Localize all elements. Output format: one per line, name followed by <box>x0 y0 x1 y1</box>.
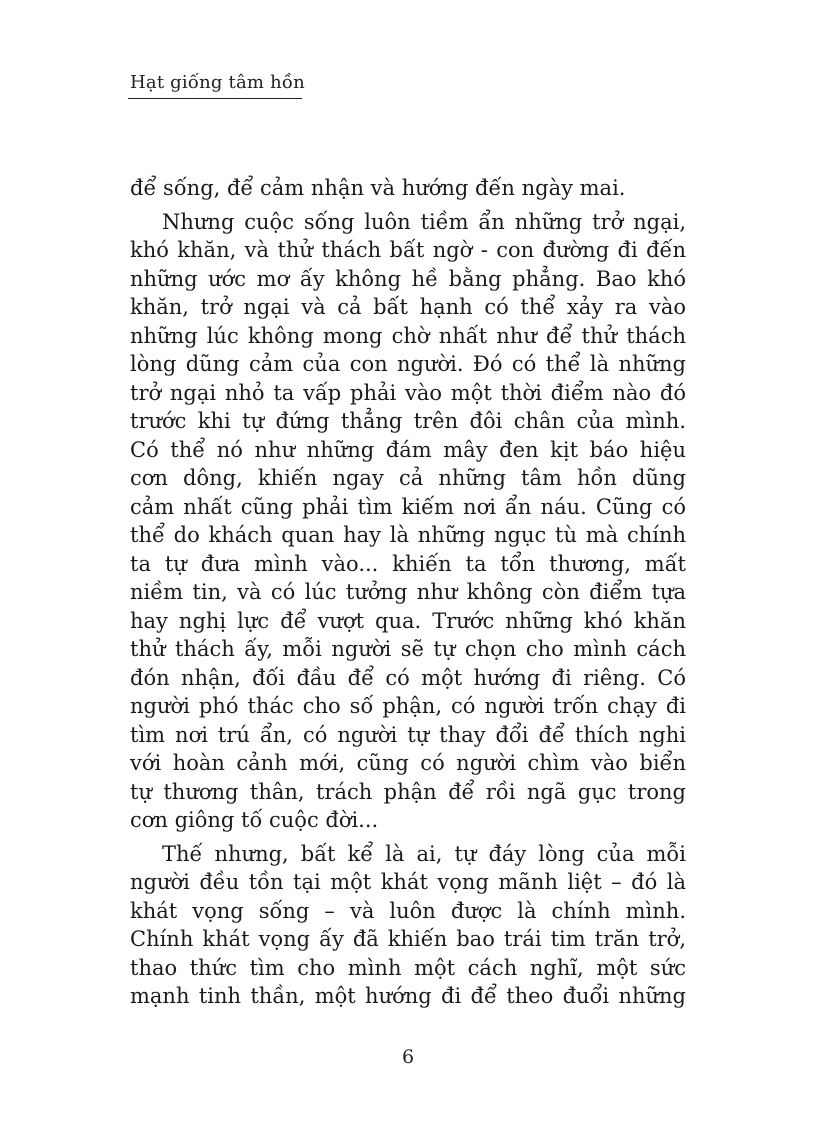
text-line: khăn, trở ngại và cả bất hạnh có thể xảy ra vào <box>130 295 686 319</box>
running-header-title: Hạt giống tâm hồn <box>130 72 305 93</box>
text-line: những lúc không mong chờ nhất như để thử thách <box>130 323 686 348</box>
paragraph <box>130 174 686 203</box>
text-line: với hoàn cảnh mới, cũng có người chìm vào biển <box>130 751 686 775</box>
text-line: trước khi tự đứng thẳng trên đôi chân của mình. <box>130 409 686 433</box>
text-line: Nhưng cuộc sống luôn tiềm ẩn những trở ngại, <box>162 209 686 234</box>
text-line: đón nhận, đối đầu để có một hướng đi riêng. Có <box>130 665 686 690</box>
text-line: Có thể nó như những đám mây đen kịt báo hiệu <box>130 437 686 462</box>
text-line: Thế nhưng, bất kể là ai, tự đáy lòng của mỗi <box>162 841 686 866</box>
text-line: người đều tồn tại một khát vọng mãnh liệt – đó là <box>130 870 686 894</box>
text-line: niềm tin, và có lúc tưởng như không còn điểm tựa <box>130 580 686 604</box>
text-line: hay nghị lực để vượt qua. Trước những khó khăn <box>130 608 686 633</box>
header-underline <box>128 98 302 99</box>
body-text <box>130 174 686 1011</box>
text-line: những ước mơ ấy không hề bằng phẳng. Bao khó <box>130 266 686 291</box>
text-line: tìm nơi trú ẩn, có người tự thay đổi để thích nghi <box>130 722 686 747</box>
text-line: cơn giông tố cuộc đời... <box>130 808 379 832</box>
text-line: tự thương thân, trách phận để rồi ngã gục trong <box>130 779 686 804</box>
text-line: lòng dũng cảm của con người. Đó có thể là những <box>130 352 686 376</box>
text-line: thể do khách quan hay là những ngục tù mà chính <box>130 523 686 547</box>
text-line: thao thức tìm cho mình một cách nghĩ, một sức <box>130 955 686 980</box>
text-line: mạnh tinh thần, một hướng đi để theo đuổi những <box>130 984 686 1008</box>
text-line: cơn dông, khiến ngay cả những tâm hồn dũng <box>130 466 686 490</box>
paragraph <box>130 208 686 835</box>
text-line: Chính khát vọng ấy đã khiến bao trái tim trăn trở, <box>130 927 686 951</box>
text-line: trở ngại nhỏ ta vấp phải vào một thời điểm nào đó <box>130 380 686 405</box>
text-line: thử thách ấy, mỗi người sẽ tự chọn cho mình cách <box>130 637 686 661</box>
text-line: ta tự đưa mình vào... khiến ta tổn thương, mất <box>130 551 686 576</box>
page-number: 6 <box>401 1046 415 1068</box>
text-line: khát vọng sống – và luôn được là chính mình. <box>130 898 686 923</box>
text-line: khó khăn, và thử thách bất ngờ - con đường đi đến <box>130 238 686 262</box>
text-line: cảm nhất cũng phải tìm kiếm nơi ẩn náu. Cũng có <box>130 494 686 519</box>
text-line: người phó thác cho số phận, có người trốn chạy đi <box>130 694 686 718</box>
text-line: để sống, để cảm nhận và hướng đến ngày mai. <box>130 176 626 200</box>
paragraph <box>130 840 686 1011</box>
